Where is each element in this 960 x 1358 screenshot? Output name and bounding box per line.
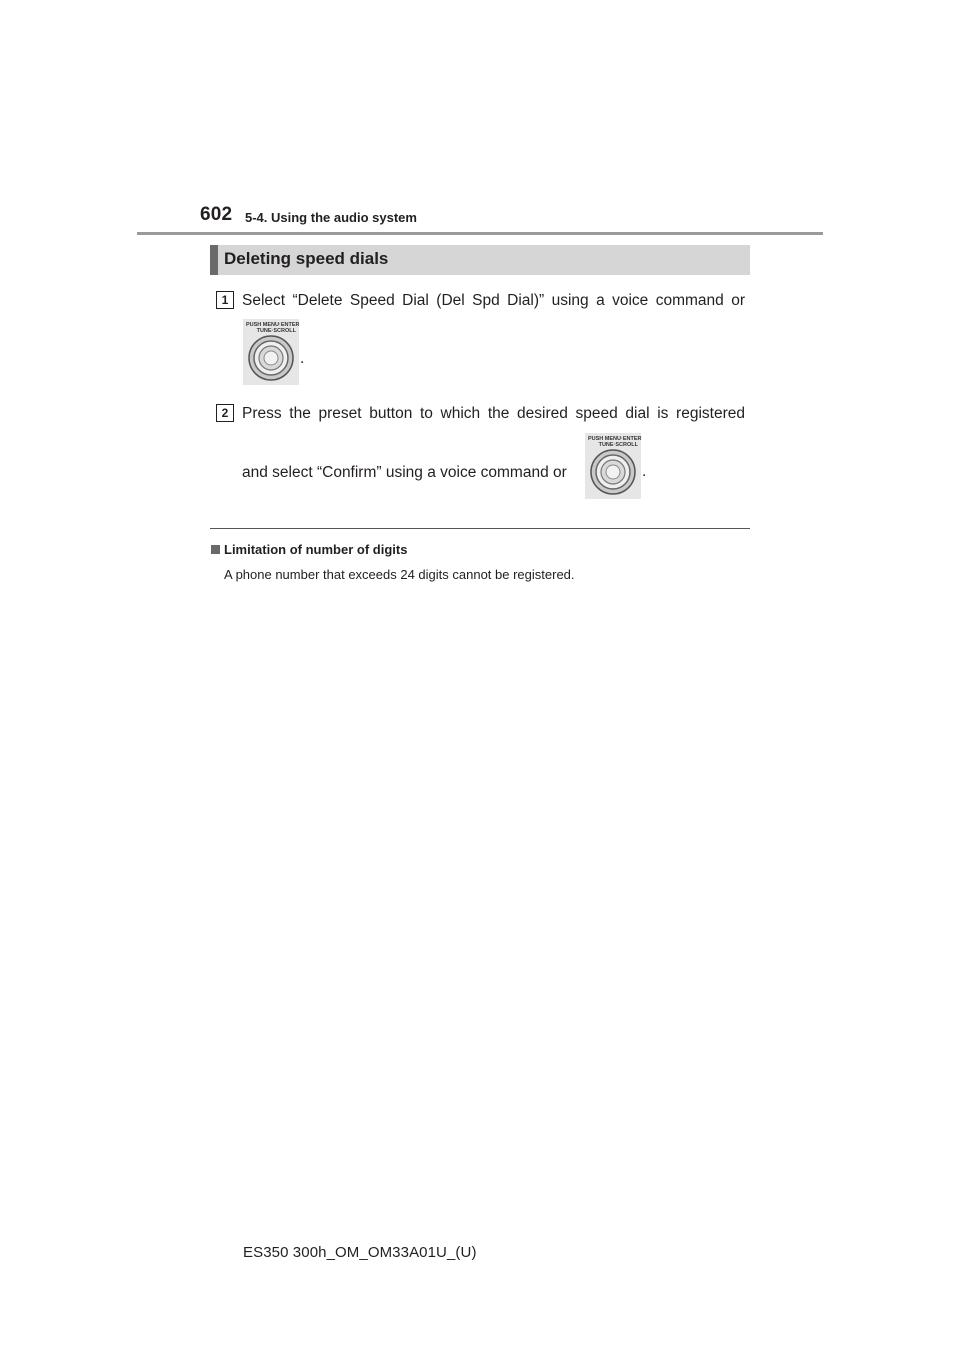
- knob-label: PUSH MENU·ENTER TUNE·SCROLL: [588, 436, 642, 448]
- note-divider: [210, 528, 750, 529]
- section-heading: [210, 245, 750, 275]
- step-2-text-line2: and select “Confirm” using a voice command or: [242, 464, 567, 481]
- note-title-text: Limitation of number of digits: [224, 542, 408, 557]
- header-rule: [137, 232, 823, 235]
- step-number-2: 2: [216, 404, 234, 422]
- step-2-text-line1: Press the preset button to which the desired speed dial is registered: [242, 405, 745, 422]
- tune-scroll-knob-icon: [585, 433, 641, 499]
- knob-dial-icon: [588, 447, 638, 497]
- note-body: A phone number that exceeds 24 digits cannot be registered.: [224, 567, 575, 582]
- step-number-1: 1: [216, 291, 234, 309]
- square-bullet-icon: [211, 545, 220, 554]
- knob-label: PUSH MENU·ENTER TUNE·SCROLL: [246, 322, 300, 334]
- knob-dial-icon: [246, 333, 296, 383]
- step-1-text: Select “Delete Speed Dial (Del Spd Dial)” using a voice command or: [242, 292, 745, 309]
- tune-scroll-knob-icon: [243, 319, 299, 385]
- step-2-period: .: [642, 463, 647, 480]
- note-title: [211, 542, 407, 557]
- footer-model-code: ES350 300h_OM_OM33A01U_(U): [243, 1244, 477, 1261]
- section-path: 5-4. Using the audio system: [245, 210, 417, 225]
- section-heading-text: Deleting speed dials: [224, 249, 389, 268]
- page-number: 602: [200, 204, 233, 225]
- step-1-period: .: [300, 350, 305, 367]
